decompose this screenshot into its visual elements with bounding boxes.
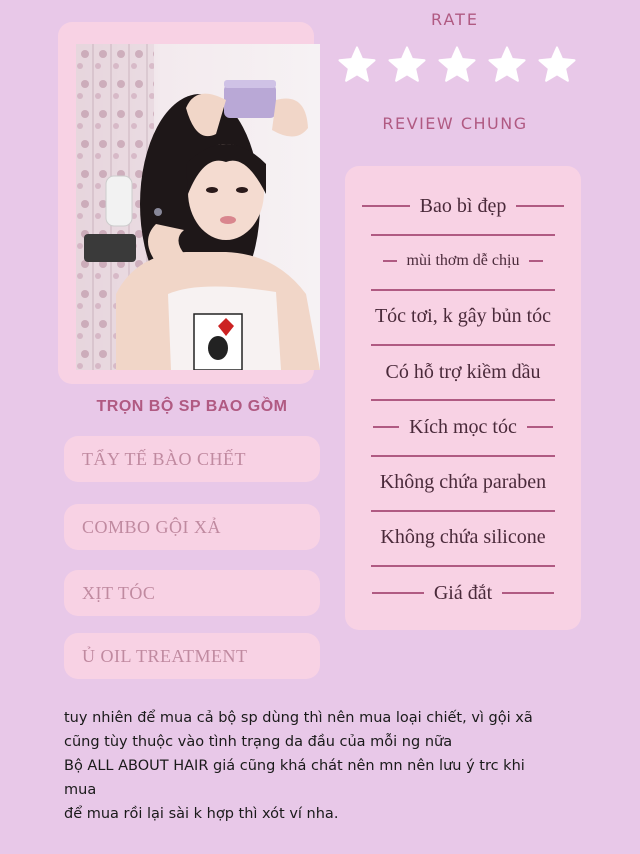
set-item: XỊT TÓC bbox=[64, 570, 320, 616]
divider bbox=[371, 510, 555, 512]
dash-decoration bbox=[383, 260, 397, 262]
review-item bbox=[345, 565, 581, 621]
product-photo bbox=[76, 44, 320, 370]
review-item bbox=[345, 178, 581, 234]
divider bbox=[371, 234, 555, 236]
review-item bbox=[345, 344, 581, 400]
review-item-label: Bao bì đẹp bbox=[419, 194, 507, 217]
photo-card bbox=[58, 22, 314, 384]
divider bbox=[371, 565, 555, 567]
set-item: Ủ OIL TREATMENT bbox=[64, 633, 320, 679]
review-item-label: Tóc tơi, k gây bủn tóc bbox=[374, 304, 552, 327]
review-item bbox=[345, 399, 581, 455]
dash-decoration bbox=[373, 426, 399, 428]
star-icon bbox=[436, 44, 478, 86]
star-icon bbox=[536, 44, 578, 86]
dash-decoration bbox=[529, 260, 543, 262]
divider bbox=[371, 344, 555, 346]
review-item bbox=[345, 233, 581, 289]
note-line: cũng tùy thuộc vào tình trạng da đầu của mỗi ng nữa bbox=[64, 734, 453, 750]
note-paragraph bbox=[64, 706, 564, 826]
dash-decoration bbox=[362, 205, 410, 207]
dash-decoration bbox=[516, 205, 564, 207]
dash-decoration bbox=[527, 426, 553, 428]
review-item-label: Không chứa silicone bbox=[380, 525, 546, 548]
review-item bbox=[345, 454, 581, 510]
set-title: TRỌN BỘ SP BAO GỒM bbox=[96, 398, 288, 415]
review-card bbox=[345, 166, 581, 630]
review-label: REVIEW CHUNG bbox=[382, 114, 528, 133]
note-line: tuy nhiên để mua cả bộ sp dùng thì nên mua loại chiết, vì gội xã bbox=[64, 710, 533, 726]
review-item-label: mùi thơm dễ chịu bbox=[406, 252, 520, 269]
divider bbox=[371, 289, 555, 291]
review-item-label: Có hỗ trợ kiềm dầu bbox=[385, 360, 541, 383]
dash-decoration bbox=[372, 592, 424, 594]
rate-label: RATE bbox=[430, 10, 480, 29]
star-rating bbox=[336, 44, 578, 86]
divider bbox=[371, 455, 555, 457]
star-icon bbox=[386, 44, 428, 86]
note-line: mua bbox=[64, 782, 97, 798]
review-item-label: Kích mọc tóc bbox=[409, 415, 517, 438]
dash-decoration bbox=[502, 592, 554, 594]
set-item: TẨY TẾ BÀO CHẾT bbox=[64, 436, 320, 482]
divider bbox=[371, 399, 555, 401]
star-icon bbox=[336, 44, 378, 86]
review-item-label: Giá đắt bbox=[433, 581, 493, 604]
note-line: để mua rồi lại sài k hợp thì xót ví nha. bbox=[64, 806, 339, 822]
review-item bbox=[345, 509, 581, 565]
note-line: Bộ ALL ABOUT HAIR giá cũng khá chát nên mn nên lưu ý trc khi bbox=[64, 758, 525, 774]
review-item-label: Không chứa paraben bbox=[379, 470, 547, 493]
set-item: COMBO GỘI XẢ bbox=[64, 504, 320, 550]
star-icon bbox=[486, 44, 528, 86]
review-item bbox=[345, 288, 581, 344]
